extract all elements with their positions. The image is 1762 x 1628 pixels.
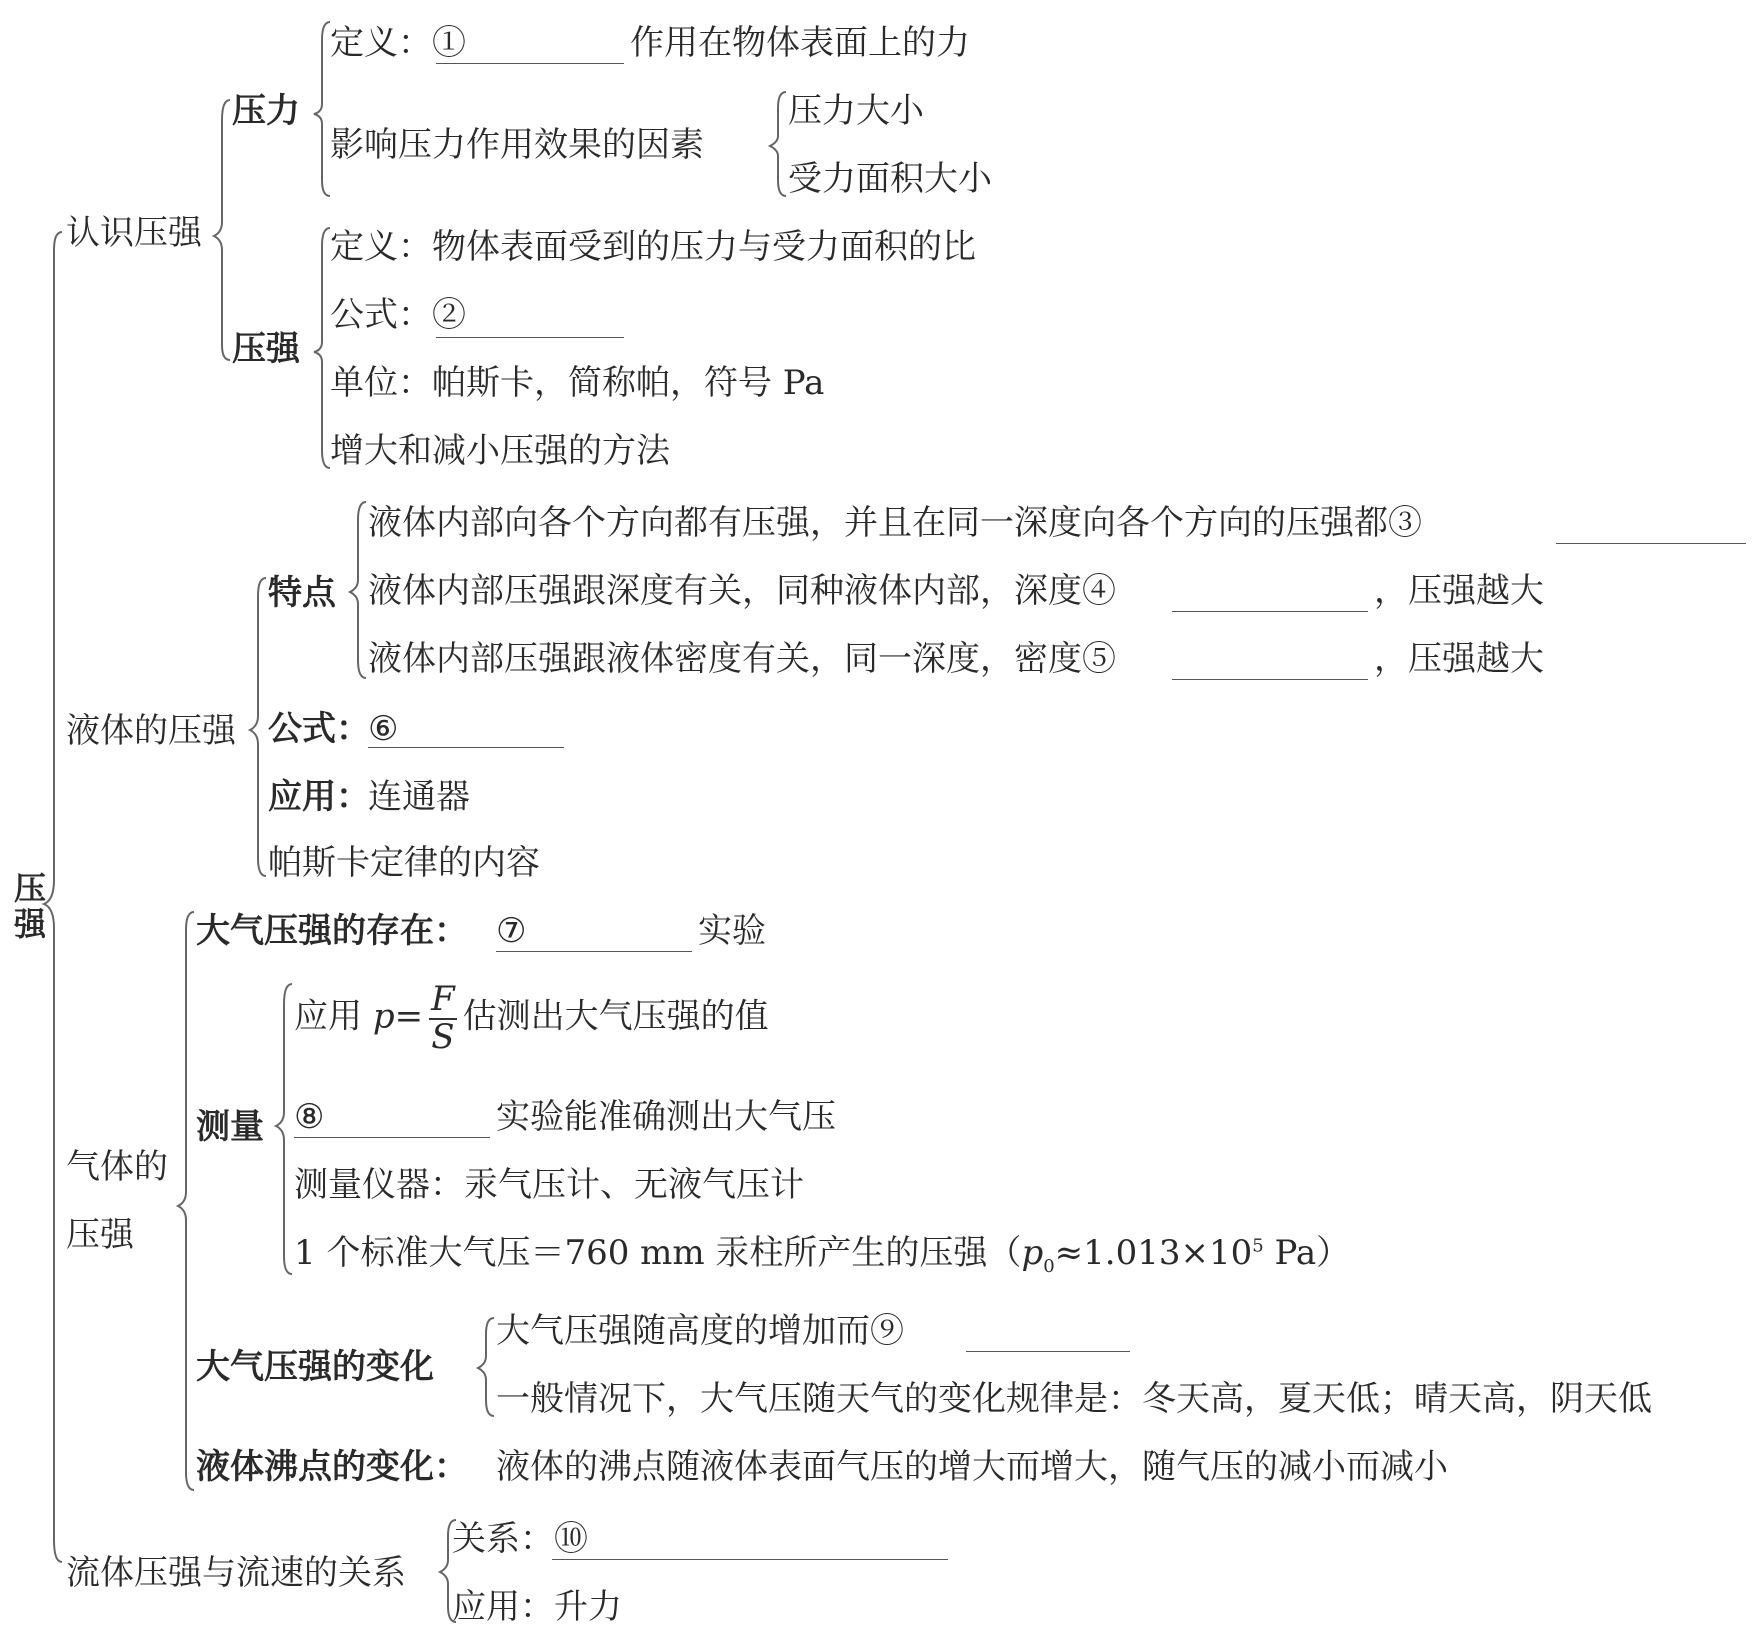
liquid-formula-number: ⑥ — [368, 709, 399, 749]
boil-value: 液体的沸点随液体表面气压的增大而增大，随气压的减小而减小 — [496, 1447, 1448, 1487]
feature-2-prefix: 液体内部压强跟深度有关，同种液体内部，深度④ — [368, 571, 1116, 611]
blank-5[interactable] — [1172, 679, 1368, 680]
pressure-definition-prefix: 定义：① — [330, 23, 466, 63]
blank-1[interactable] — [436, 63, 624, 64]
measure-label: 测量 — [196, 1107, 264, 1147]
factor-area: 受力面积大小 — [788, 159, 992, 199]
measure-estimate-suffix: 估测出大气压强的值 — [462, 996, 769, 1037]
measure-instruments: 测量仪器：汞气压计、无液气压计 — [294, 1165, 804, 1205]
stress-label: 压强 — [232, 329, 300, 369]
fraction-numerator: F — [431, 979, 455, 1019]
s4-label: 流体压强与流速的关系 — [66, 1553, 406, 1593]
change-brace — [478, 1318, 494, 1416]
blank-3[interactable] — [1556, 543, 1746, 544]
exponent: 5 — [1252, 1235, 1264, 1257]
pressure-brace — [314, 22, 330, 196]
pressure-label: 压力 — [232, 91, 300, 131]
measure-experiment-suffix: 实验能准确测出大气压 — [496, 1097, 836, 1137]
s1-brace — [214, 100, 230, 360]
factor-force: 压力大小 — [788, 91, 924, 131]
liquid-formula-label: 公式： — [268, 709, 370, 749]
change-altitude: 大气压强随高度的增加而⑨ — [496, 1311, 904, 1351]
blank-8[interactable] — [294, 1137, 490, 1138]
s2-brace — [250, 578, 266, 876]
measure-num-8: ⑧ — [294, 1097, 325, 1137]
measure-brace — [276, 984, 292, 1274]
fraction-denominator: S — [431, 1016, 455, 1057]
pascal-law: 帕斯卡定律的内容 — [268, 843, 540, 883]
factors-label: 影响压力作用效果的因素 — [330, 125, 704, 165]
root-label: 压强 — [14, 869, 47, 943]
existence-suffix: 实验 — [698, 911, 766, 951]
feature-1: 液体内部向各个方向都有压强，并且在同一深度向各个方向的压强都③ — [368, 503, 1422, 543]
s3-label-line1: 气体的 — [66, 1147, 168, 1187]
feature-3-prefix: 液体内部压强跟液体密度有关，同一深度，密度⑤ — [368, 639, 1116, 679]
measure-estimate-prefix: 应用 — [294, 996, 362, 1037]
blank-4[interactable] — [1172, 611, 1368, 612]
existence-label: 大气压强的存在： — [196, 911, 468, 951]
blank-2[interactable] — [436, 337, 624, 338]
change-weather: 一般情况下，大气压随天气的变化规律是：冬天高，夏天低；晴天高，阴天低 — [496, 1379, 1652, 1419]
flow-application: 应用：升力 — [452, 1587, 622, 1627]
stress-methods: 增大和减小压强的方法 — [330, 431, 670, 471]
flow-relation: 关系：⑩ — [452, 1519, 588, 1559]
standard-atmosphere — [294, 1233, 1351, 1277]
s3-label-line2: 压强 — [66, 1215, 134, 1255]
s3-brace — [178, 912, 194, 1490]
existence-number: ⑦ — [496, 911, 527, 951]
p0-subscript: 0 — [1043, 1255, 1055, 1277]
feature-3-suffix: ，压强越大 — [1374, 639, 1544, 679]
equals-sign: = — [394, 996, 424, 1037]
pressure-variable: p — [372, 996, 395, 1037]
features-brace — [350, 502, 366, 678]
blank-6[interactable] — [368, 747, 564, 748]
measure-estimate — [294, 979, 769, 1057]
liquid-app-label: 应用： — [268, 777, 370, 817]
blank-9[interactable] — [966, 1351, 1130, 1352]
stress-brace — [314, 228, 330, 468]
s1-label: 认识压强 — [66, 213, 202, 253]
stress-definition: 定义：物体表面受到的压力与受力面积的比 — [330, 227, 976, 267]
standard-atmosphere-value: ≈1.013×10 — [1054, 1233, 1253, 1273]
liquid-app-value: 连通器 — [368, 777, 470, 817]
standard-atmosphere-prefix: 1 个标准大气压＝760 mm 汞柱所产生的压强（ — [294, 1233, 1022, 1273]
factors-brace — [770, 92, 786, 196]
features-label: 特点 — [268, 573, 336, 613]
s2-label: 液体的压强 — [66, 711, 236, 751]
change-label: 大气压强的变化 — [196, 1347, 434, 1387]
standard-atmosphere-suffix: Pa） — [1263, 1233, 1351, 1273]
p0-variable: p — [1021, 1233, 1044, 1273]
stress-unit: 单位：帕斯卡，简称帕，符号 Pa — [330, 363, 825, 403]
feature-2-suffix: ，压强越大 — [1374, 571, 1544, 611]
stress-formula: 公式：② — [330, 295, 466, 335]
boil-label: 液体沸点的变化： — [196, 1447, 468, 1487]
force-over-area-fraction — [429, 979, 457, 1057]
blank-7[interactable] — [496, 951, 692, 952]
pressure-definition-suffix: 作用在物体表面上的力 — [630, 23, 970, 63]
blank-10[interactable] — [552, 1559, 948, 1560]
